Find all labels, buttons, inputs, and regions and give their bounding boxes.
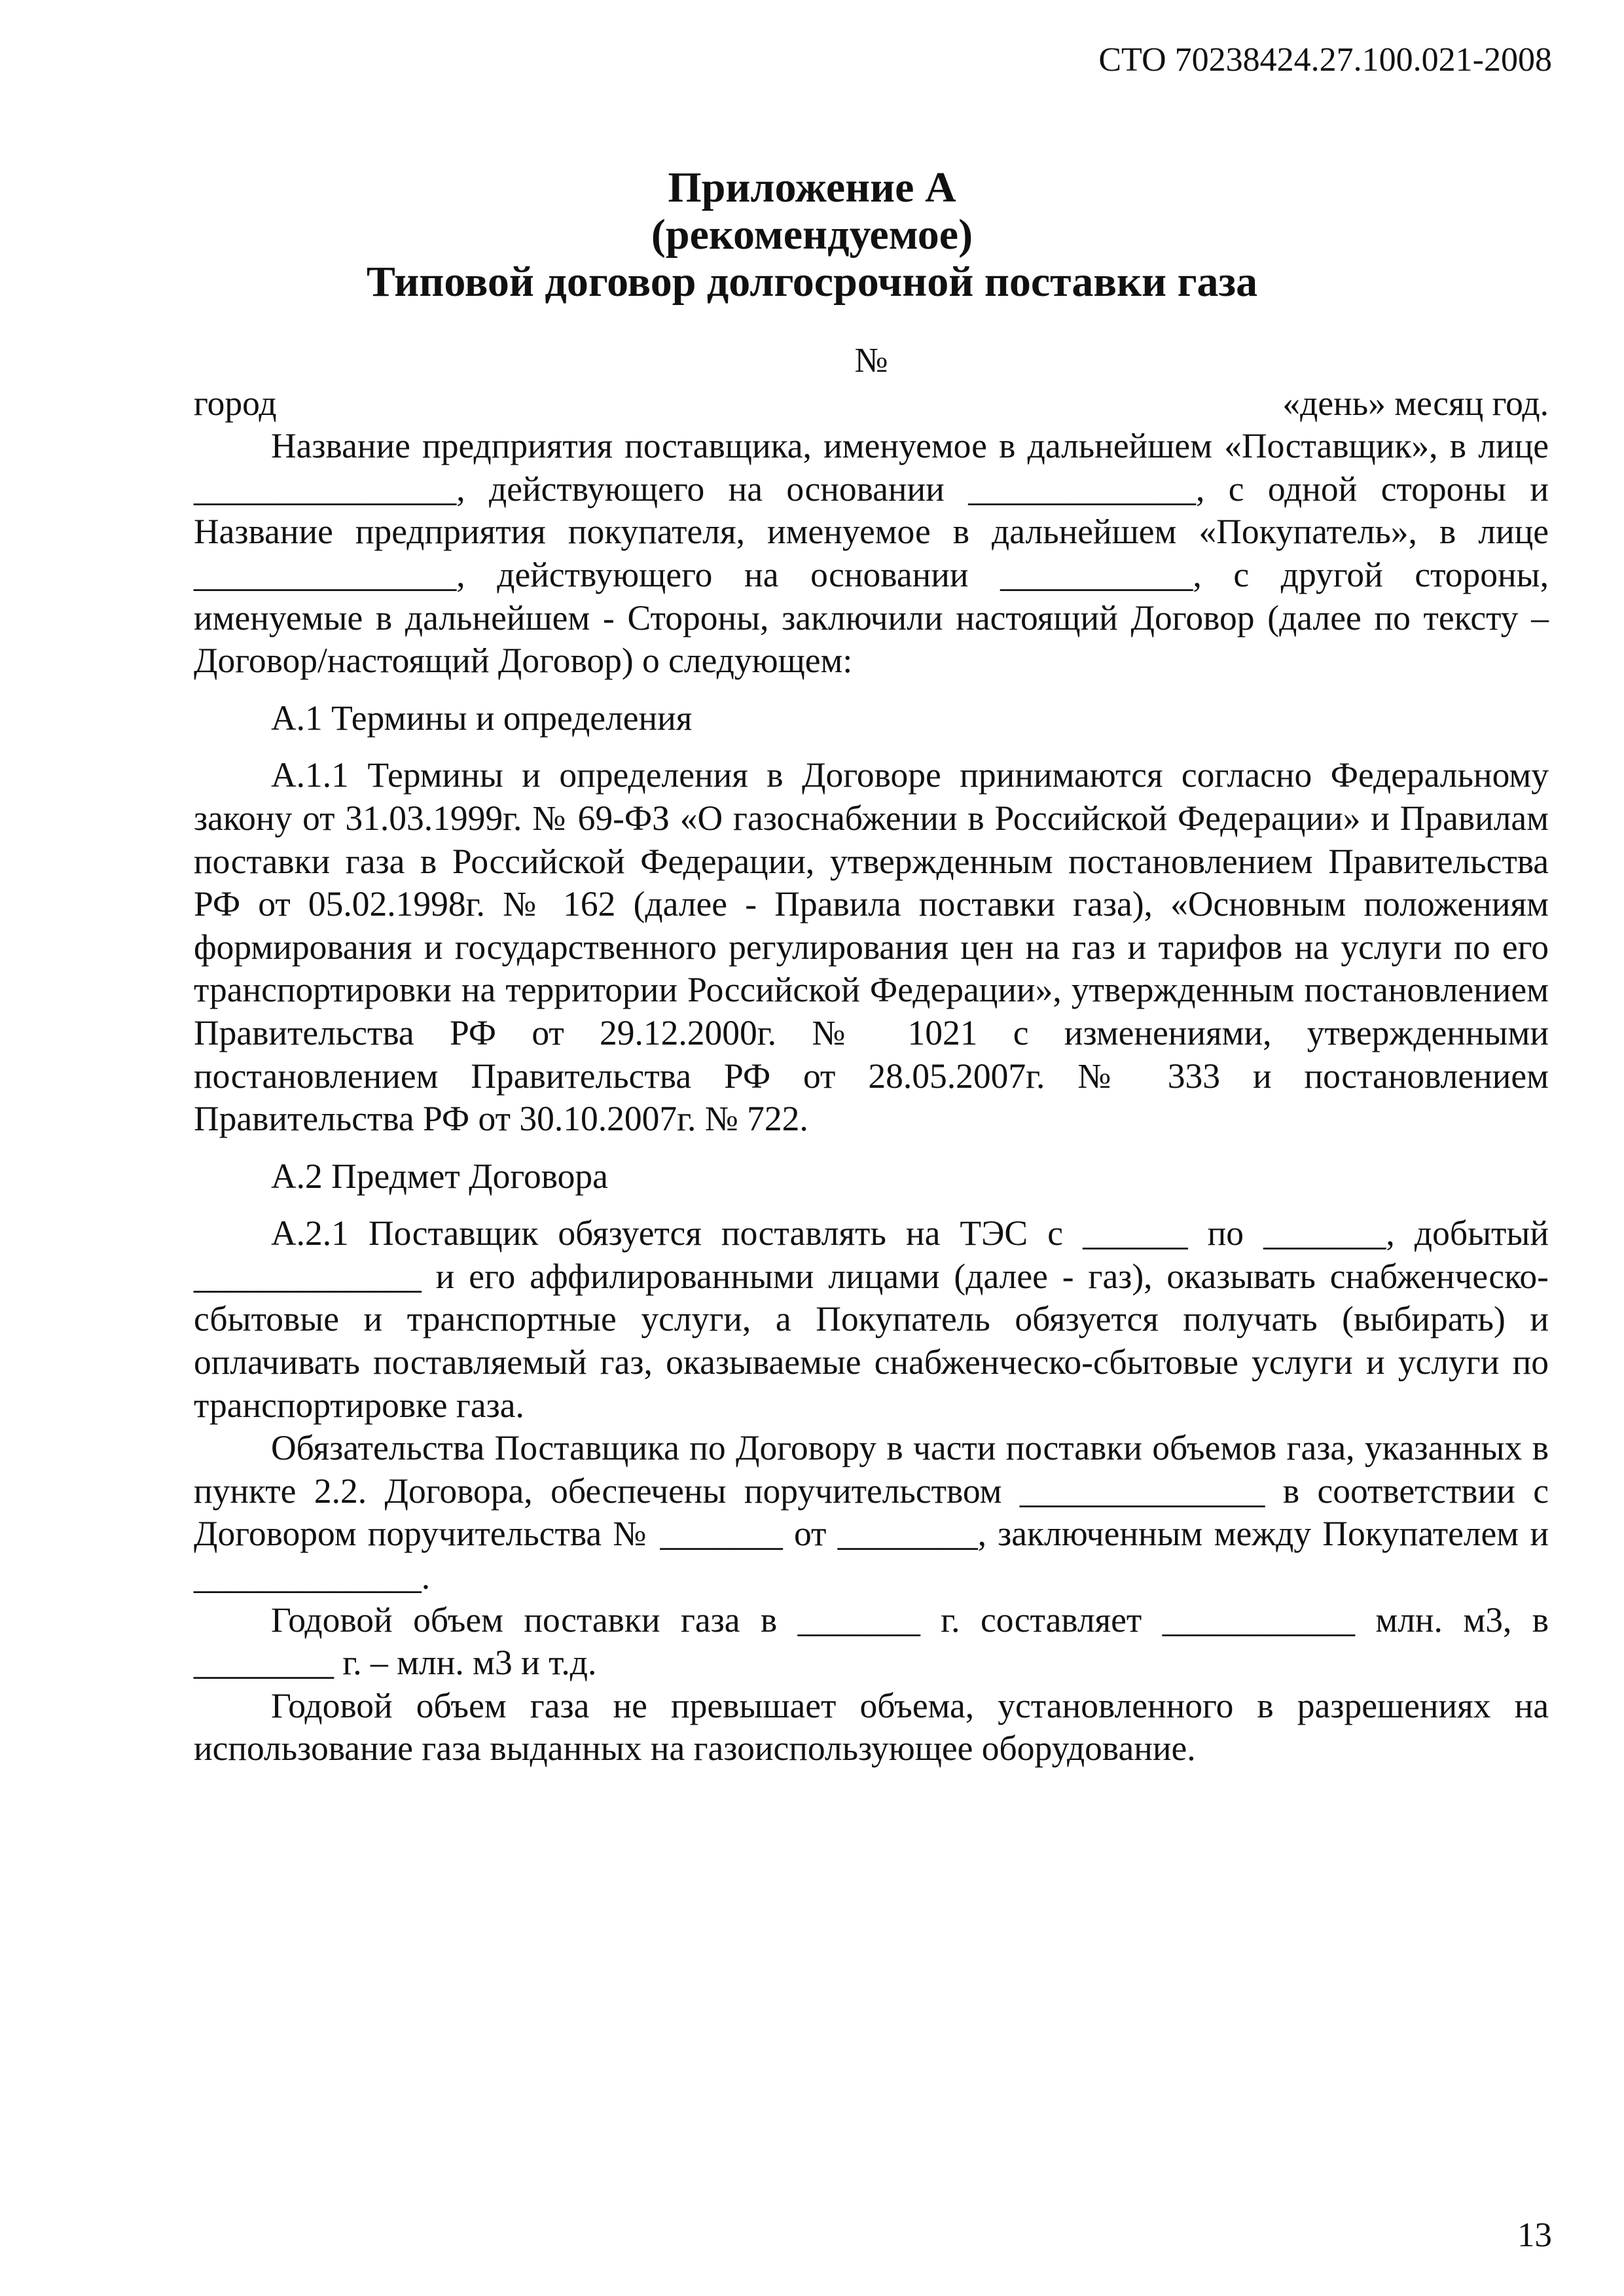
- contract-title: Типовой договор долгосрочной поставки газа: [366, 258, 1258, 306]
- appendix-status: (рекомендуемое): [651, 211, 973, 259]
- annual-volume-paragraph: Годовой объем поставки газа в _______ г. составляет ___________ млн. м3, в ________ г. – млн. м3 и т.д.: [194, 1600, 1549, 1683]
- clause-a21: А.2.1 Поставщик обязуется поставлять на ТЭС с ______ по _______, добытый _____________ и его аффилированными лицами (далее - газ), оказывать снабженческо-сбытовые и транспортные услуги, а Покупатель обязуется получать (выбирать) и оплачивать поставляемый газ, оказываемые снабженческо-сбытовые услуги и услуги по транспортировке газа.: [194, 1213, 1549, 1425]
- page-number: 13: [1517, 2216, 1552, 2254]
- document-code: СТО 70238424.27.100.021-2008: [1098, 41, 1552, 79]
- obligations-paragraph: Обязательства Поставщика по Договору в части поставки объемов газа, указанных в пункте 2.2. Договора, обеспечены поручительством ______________ в соответствии с Договором поручительства № _______ от ________, заключенным между Покупателем и _____________.: [194, 1428, 1549, 1597]
- volume-limit-paragraph: Годовой объем газа не превышает объема, установленного в разрешениях на использование газа выданных на газоиспользующее оборудование.: [194, 1685, 1549, 1768]
- appendix-title: Приложение А: [668, 164, 956, 211]
- city-date-line: [194, 382, 1549, 425]
- parties-paragraph: Название предприятия поставщика, именуемое в дальнейшем «Поставщик», в лице _______________, действующего на основании _____________, с одной стороны и Название предприятия покупателя, именуемое в дальнейшем «Покупатель», в лице _______________, действующего на основании ___________, с другой стороны, именуемые в дальнейшем - Стороны, заключили настоящий Договор (далее по тексту – Договор/настоящий Договор) о следующем:: [194, 426, 1549, 681]
- document-body: [194, 339, 1549, 1770]
- city-label: город: [194, 383, 277, 423]
- section-a2-heading: А.2 Предмет Договора: [271, 1156, 608, 1196]
- section-a1-heading: А.1 Термины и определения: [271, 698, 693, 738]
- clause-a11: А.1.1 Термины и определения в Договоре принимаются согласно Федеральному закону от 31.03.1999г. № 69-ФЗ «О газоснабжении в Российской Федерации» и Правилам поставки газа в Российской Федерации, утвержденным постановлением Правительства РФ от 05.02.1998г. № 162 (далее - Правила поставки газа), «Основным положениям формирования и государственного регулирования цен на газ и тарифов на услуги по его транспортировки на территории Российской Федерации», утвержденным постановлением Правительства РФ от 29.12.2000г. № 1021 с изменениями, утвержденными постановлением Правительства РФ от 28.05.2007г. № 333 и постановлением Правительства РФ от 30.10.2007г. № 722.: [194, 755, 1549, 1139]
- contract-number: №: [854, 340, 888, 380]
- contract-date: «день» месяц год.: [1282, 383, 1549, 423]
